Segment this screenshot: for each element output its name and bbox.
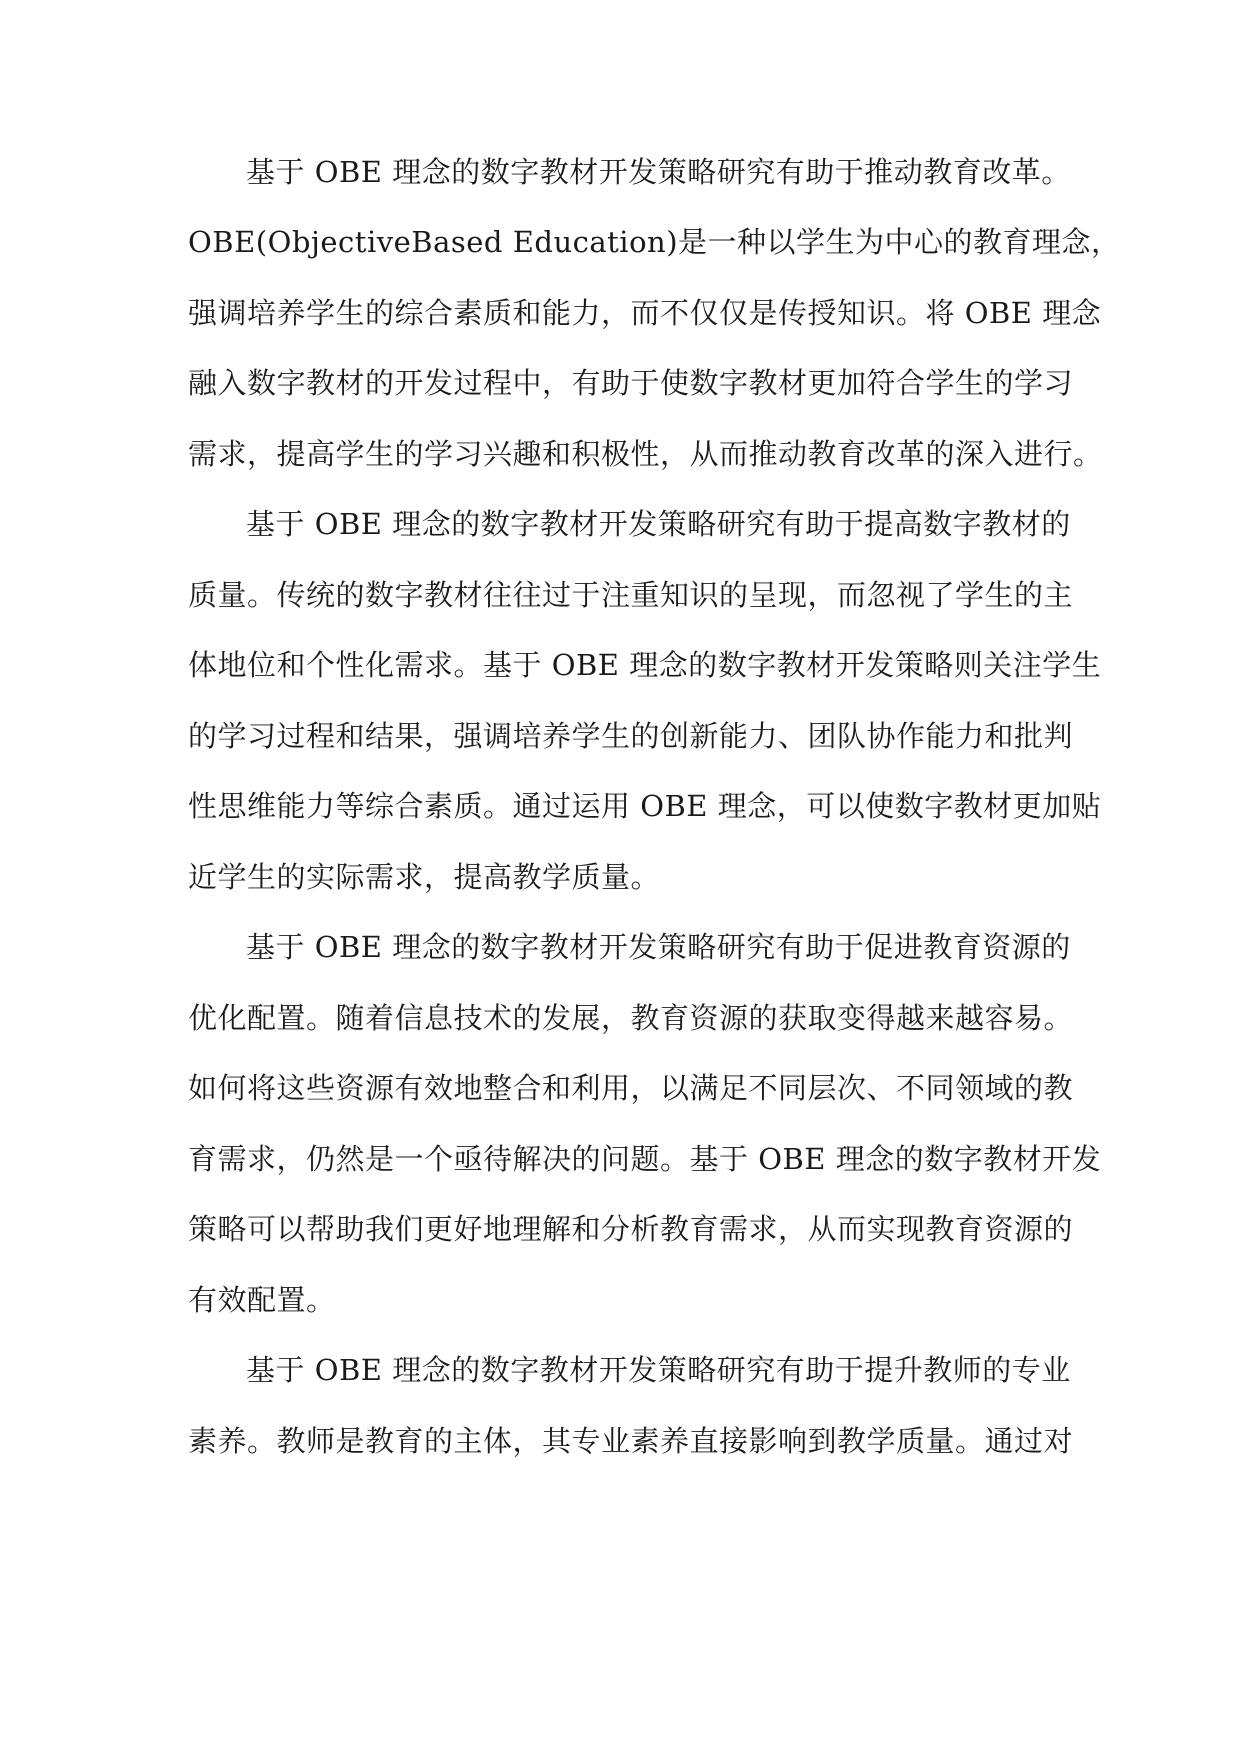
paragraph-1-line-4: 融入数字教材的开发过程中，有助于使数字教材更加符合学生的学习	[188, 366, 1074, 400]
paragraph-4-line-2: 素养。教师是教育的主体，其专业素养直接影响到教学质量。通过对	[188, 1424, 1074, 1458]
paragraph-3-line-5: 策略可以帮助我们更好地理解和分析教育需求，从而实现教育资源的	[188, 1212, 1074, 1246]
paragraph-2-line-2: 质量。传统的数字教材往往过于注重知识的呈现，而忽视了学生的主	[188, 578, 1074, 612]
paragraph-3-line-1: 基于 OBE 理念的数字教材开发策略研究有助于促进教育资源的	[246, 930, 1071, 964]
paragraph-2-line-3: 体地位和个性化需求。基于 OBE 理念的数字教材开发策略则关注学生	[188, 648, 1102, 682]
paragraph-4-line-1: 基于 OBE 理念的数字教材开发策略研究有助于提升教师的专业	[246, 1353, 1071, 1387]
paragraph-1-line-3: 强调培养学生的综合素质和能力，而不仅仅是传授知识。将 OBE 理念	[188, 296, 1102, 330]
paragraph-2-line-4: 的学习过程和结果，强调培养学生的创新能力、团队协作能力和批判	[188, 719, 1074, 753]
paragraph-3-line-4: 育需求，仍然是一个亟待解决的问题。基于 OBE 理念的数字教材开发	[188, 1142, 1102, 1176]
paragraph-3-line-6: 有效配置。	[188, 1283, 336, 1317]
paragraph-1-line-2: OBE(ObjectiveBased Education)是一种以学生为中心的教育理念，	[188, 225, 1121, 259]
paragraph-3-line-2: 优化配置。随着信息技术的发展，教育资源的获取变得越来越容易。	[188, 1001, 1074, 1035]
paragraph-2-line-1: 基于 OBE 理念的数字教材开发策略研究有助于提高数字教材的	[246, 507, 1071, 541]
paragraph-1-line-5: 需求，提高学生的学习兴趣和积极性，从而推动教育改革的深入进行。	[188, 437, 1103, 471]
paragraph-3-line-3: 如何将这些资源有效地整合和利用，以满足不同层次、不同领域的教	[188, 1071, 1074, 1105]
paragraph-2-line-5: 性思维能力等综合素质。通过运用 OBE 理念，可以使数字教材更加贴	[188, 789, 1102, 823]
paragraph-2-line-6: 近学生的实际需求，提高教学质量。	[188, 860, 661, 894]
paragraph-1-line-1: 基于 OBE 理念的数字教材开发策略研究有助于推动教育改革。	[246, 155, 1071, 189]
